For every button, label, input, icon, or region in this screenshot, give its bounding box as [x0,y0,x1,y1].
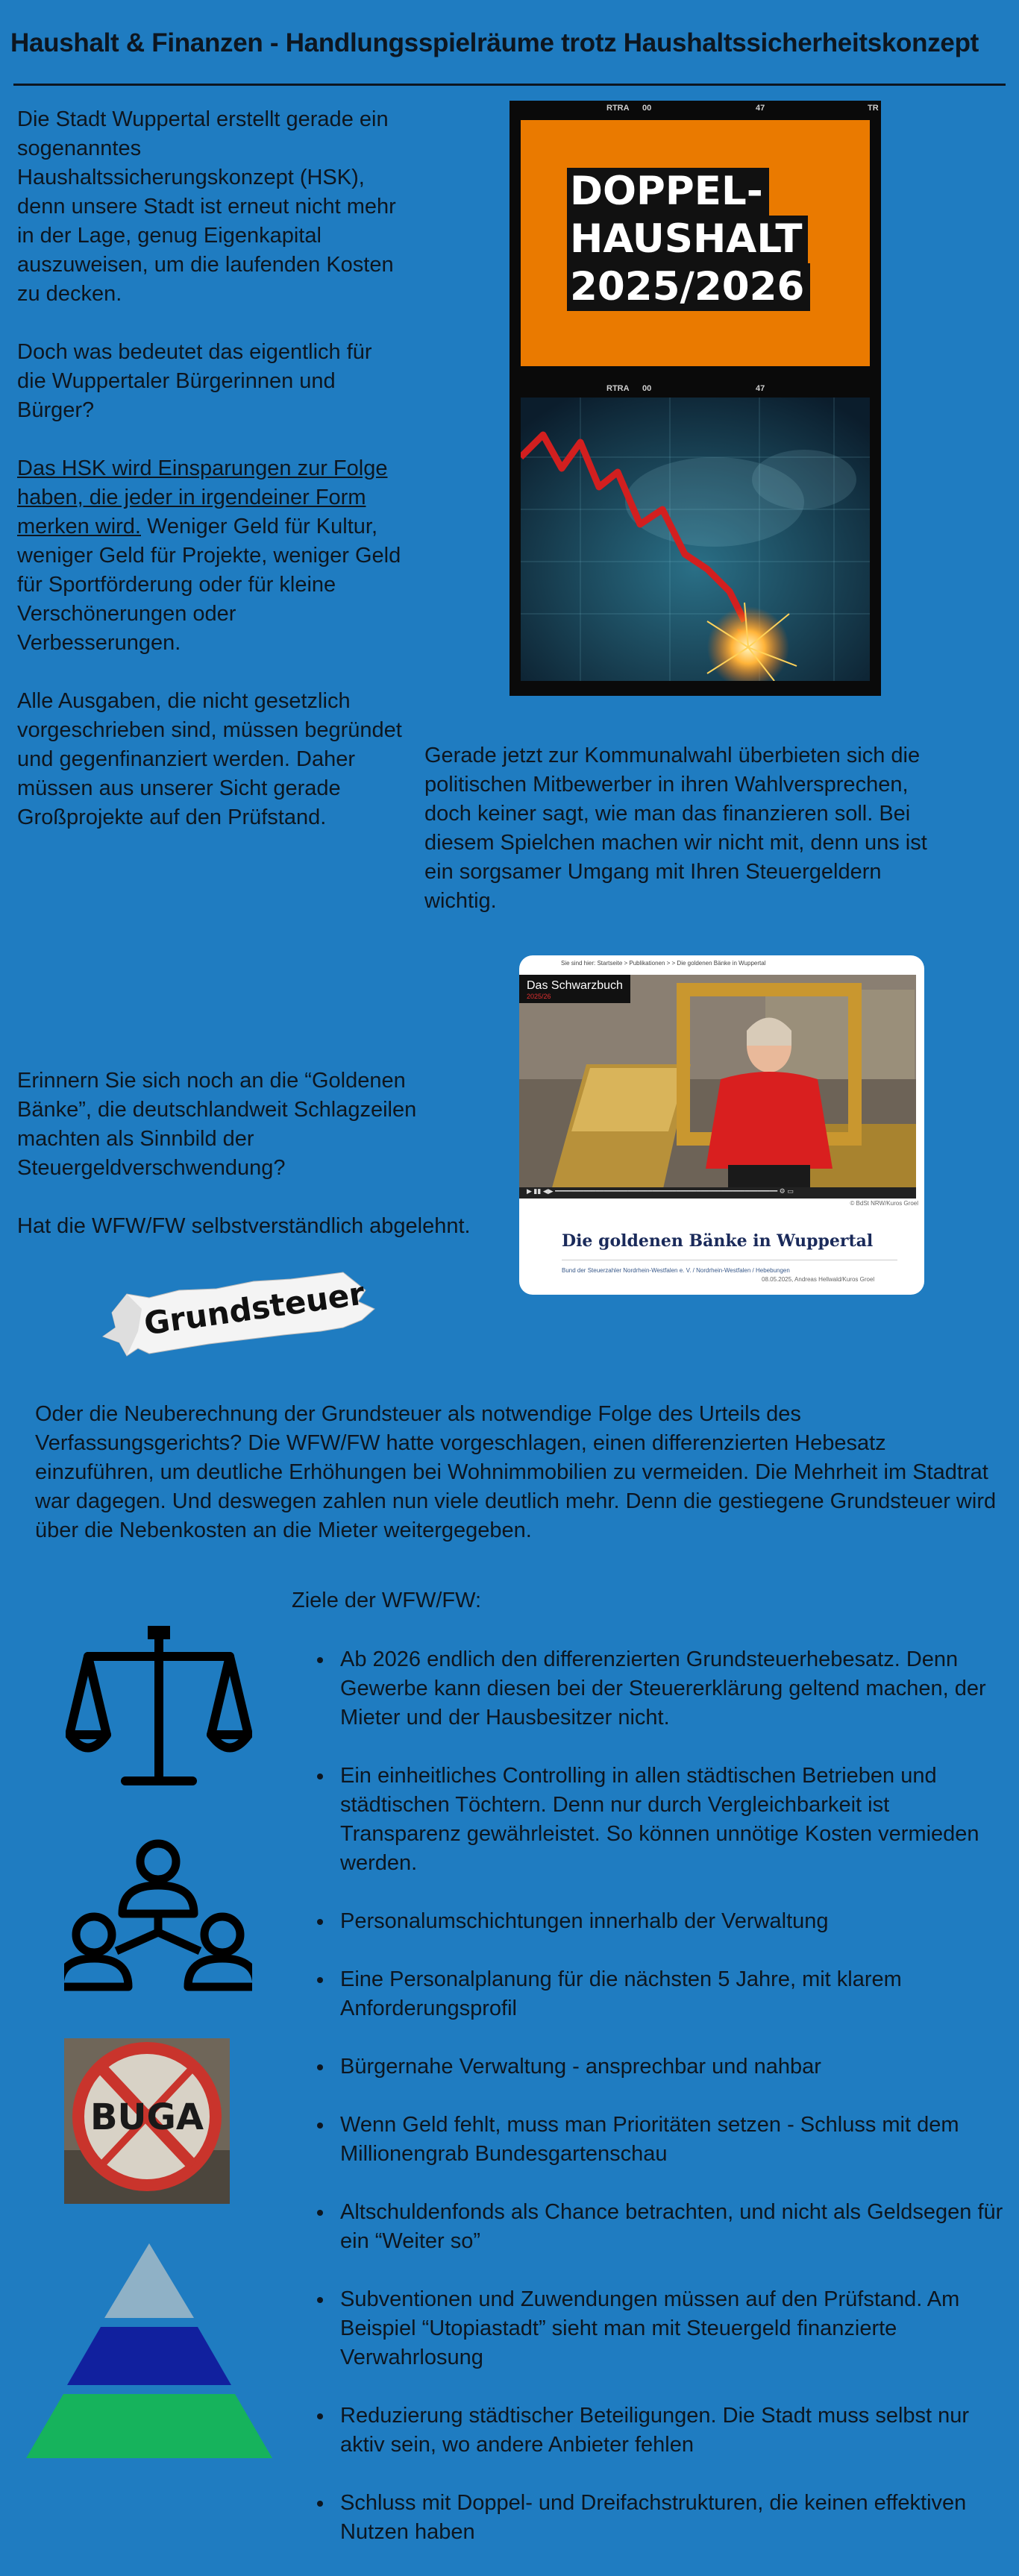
card-breadcrumb: Sie sind hier: Startseite > Publikationen > > Die goldenen Bänke in Wuppertal [561,960,766,967]
benches-paragraph-1: Erinnern Sie sich noch an die “Goldenen Bänke”, die deutschlandweit Schlagzeilen machten als Sinnbild der Steuergeldverschwendung? [17,1069,417,1180]
people-network-icon [64,1839,252,1996]
intro-underlined-statement: Das HSK wird Einsparungen zur Folge haben, die jeder in irgendeiner Form merken wird. [17,456,388,538]
pyramid-icon [22,2243,276,2467]
card-footer-date: 08.05.2025, Andreas Hellwald/Kuros Groel [762,1276,875,1283]
card-headline[interactable]: Die goldenen Bänke in Wuppertal [562,1231,874,1251]
golden-bench-photo [519,975,916,1199]
photo-credit: © BdSt NRW/Kuros Groel [850,1200,918,1207]
grundsteuer-text: Oder die Neuberechnung der Grundsteuer als notwendige Folge des Urteils des Verfassungsgerichts? Die WFW/FW hatte vorgeschlagen, einen differenzierten Hebesatz einzuführen, um deutliche Erhöhungen bei Wohnimmobilien zu vermeiden. Die Mehrheit im Stadtrat war dagegen. Und deswegen zahlen nun viele deutlich mehr. Denn die gestiegene Grundsteuer wird über die Nebenkosten an die Mieter weitergegeben. [35,1402,997,1542]
intro-paragraph-4: Alle Ausgaben, die nicht gesetzlich vorgeschrieben sind, müssen begründet und gegenfinanziert werden. Daher müssen aus unserer Sicht gerade Großprojekte auf den Prüfstand. [17,689,402,829]
goal-item: • Subventionen und Zuwendungen müssen auf den Prüfstand. Am Beispiel “Utopiastadt” sieht man mit Steuergeld finanzierte Verwahrlosung [334,2285,1013,2372]
grundsteuer-label: Grundsteuer [142,1275,367,1342]
goal-item: • Wenn Geld fehlt, muss man Prioritäten setzen - Schluss mit dem Millionengrab Bundesgartenschau [334,2111,1013,2169]
intro-paragraph-2: Doch was bedeutet das eigentlich für die Wuppertaler Bürgerinnen und Bürger? [17,340,372,422]
benches-text [17,1066,480,1270]
goal-item: • Bürgernahe Verwaltung - ansprechbar und nahbar [334,2052,1013,2082]
goal-item: • Ein einheitliches Controlling in allen städtischen Betrieben und städtischen Töchtern. Denn nur durch Vergleichbarkeit ist Transparenz gewährleistet. So können unnötige Kosten vermieden werden. [334,1762,1013,1878]
goal-item: • Personalumschichtungen innerhalb der Verwaltung [334,1907,1013,1936]
schwarzbuch-badge: Das Schwarzbuch 2025/26 [519,975,630,1003]
scales-of-justice-icon [66,1623,252,1794]
goal-item: • Reduzierung städtischer Beteiligungen. Die Stadt muss selbst nur aktiv sein, wo andere Anbieter fehlen [334,2401,1013,2460]
goal-item: • Schluss mit Doppel- und Dreifachstrukturen, die keinen effektiven Nutzen haben [334,2489,1013,2547]
title-divider [13,84,1006,86]
intro-paragraph-3: Das HSK wird Einsparungen zur Folge haben, die jeder in irgendeiner Form merken wird. Weniger Geld für Kultur, weniger Geld für Projekte, weniger Geld für Sportförderung oder für kleine Verschönerungen oder Verbesserungen. [17,456,401,655]
falling-chart-photo [521,398,870,681]
goal-item: • Eine Personalplanung für die nächsten 5 Jahre, mit klarem Anforderungsprofil [334,1965,1013,2023]
goal-item: • Ab 2026 endlich den differenzierten Grundsteuerhebesatz. Denn Gewerbe kann diesen bei der Steuererklärung geltend machen, der Mieter und der Hausbesitzer nicht. [334,1645,1013,1732]
crossed-out-buga-sign-image [64,2038,230,2204]
page-title: Haushalt & Finanzen - Handlungsspielräume trotz Haushaltssicherheitskonzept [10,28,979,57]
card-footer-source: Bund der Steuerzahler Nordrhein-Westfalen e. V. / Nordrhein-Westfalen / Hebebungen [562,1267,790,1274]
goals-list [312,1645,1013,2576]
goals-heading: Ziele der WFW/FW: [292,1589,482,1612]
goal-item: • Altschuldenfonds als Chance betrachten, und nicht als Geldsegen für ein “Weiter so” [334,2198,1013,2256]
buga-sign-text: BUGA [90,2096,204,2138]
intro-text [17,105,405,861]
grundsteuer-torn-paper-image [97,1268,380,1365]
doppelhaushalt-filmstrip-image: RTRA 00 47 TR DOPPEL- HAUSHALT 2025/2026 RTRA 00 47 [510,101,881,696]
schwarzbuch-article-card[interactable] [519,955,924,1295]
election-text: Gerade jetzt zur Kommunalwahl überbieten sich die politischen Mitbewerber in ihren Wahlversprechen, doch keiner sagt, wie man das finanzieren soll. Bei diesem Spielchen machen wir nicht mit, denn uns ist ein sorgsamer Umgang mit Ihren Steuergeldern wichtig. [424,744,927,913]
video-controls[interactable]: ▶ ▮▮ ◀▶ ━━━━━━━━━━━━━━━━━━━━━━━━━━━━━━━━━━━━━━━━━━━━━━━━━━━━━━━ ⚙ ▭ [527,1187,794,1195]
intro-paragraph-1: Die Stadt Wuppertal erstellt gerade ein sogenanntes Haushaltssicherungskonzept (HSK), denn unsere Stadt ist erneut nicht mehr in der Lage, genug Eigenkapital auszuweisen, um die laufenden Kosten zu decken. [17,107,396,306]
benches-paragraph-2: Hat die WFW/FW selbstverständlich abgelehnt. [17,1214,471,1238]
doppelhaushalt-poster: DOPPEL- HAUSHALT 2025/2026 [521,120,870,366]
